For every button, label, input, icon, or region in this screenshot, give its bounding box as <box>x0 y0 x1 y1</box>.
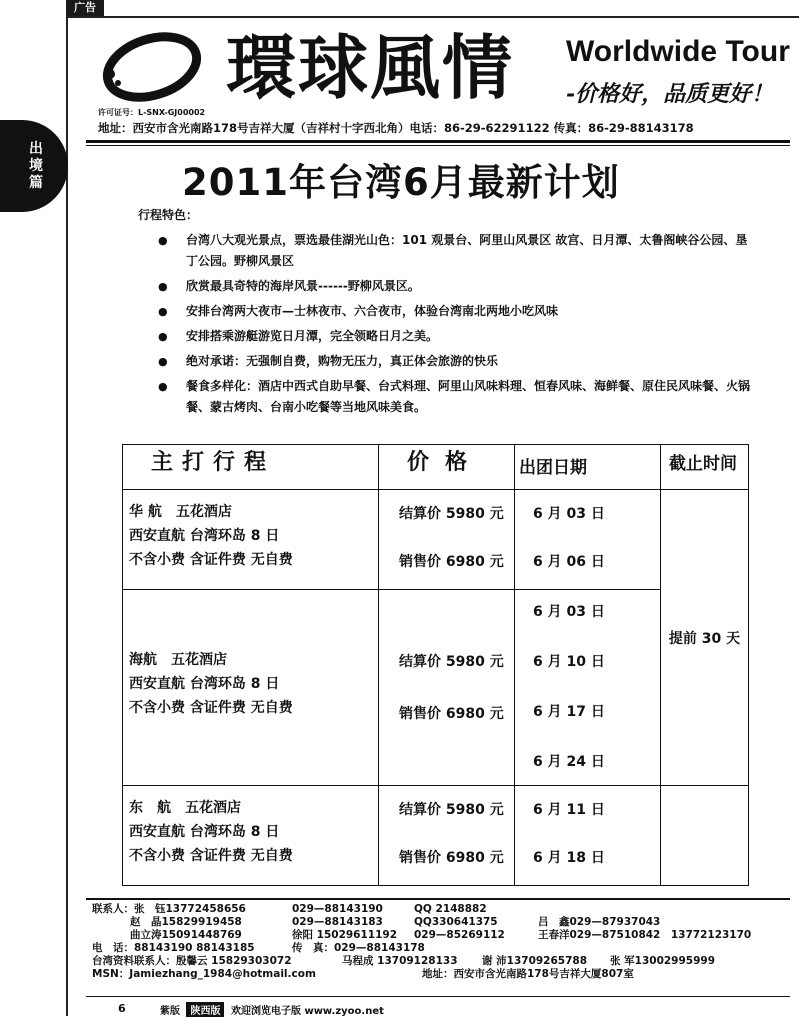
route-line: 不含小费 含证件费 无自费 <box>129 848 293 864</box>
itinerary-table <box>122 444 749 886</box>
msn-contact: MSN：Jamiezhang_1984@hotmail.com <box>92 968 316 980</box>
price-cell <box>379 590 515 786</box>
section-tab <box>0 120 68 212</box>
contact-entry: 谢 沛13709265788 <box>482 955 588 967</box>
date-cell <box>515 786 661 886</box>
header-divider <box>86 140 790 143</box>
contact-entry: 马程成 13709128133 <box>342 955 458 967</box>
settle-price: 结算价 5980 元 <box>399 802 504 818</box>
feature-item: ● 绝对承诺：无强制自费，购物无压力，真正体会旅游的快乐 <box>158 351 758 372</box>
brand-name-en: Worldwide Tour <box>566 35 790 68</box>
departure-date: 6 月 11 日 <box>533 802 605 818</box>
settle-price: 结算价 5980 元 <box>399 654 504 670</box>
section-tab-char: 出 <box>29 140 43 157</box>
route-cell <box>123 590 379 786</box>
sale-price: 销售价 6980 元 <box>399 706 504 722</box>
departure-date: 6 月 03 日 <box>533 506 605 522</box>
departure-date: 6 月 24 日 <box>533 754 605 770</box>
route-line: 西安直航 台湾环岛 8 日 <box>129 824 280 840</box>
section-tab-char: 篇 <box>29 174 43 191</box>
departure-date: 6 月 10 日 <box>533 654 605 670</box>
route-line: 不含小费 含证件费 无自费 <box>129 700 293 716</box>
contact-entry: QQ 2148882 <box>414 903 487 915</box>
page-title: 2011年台湾6月最新计划 <box>182 161 620 204</box>
section-tab-char: 境 <box>29 157 43 174</box>
departure-date: 6 月 03 日 <box>533 604 605 620</box>
contact-entry: 传 真：029—88143178 <box>292 942 425 954</box>
edition-website: 欢迎浏览电子版 www.zyoo.net <box>230 1006 384 1017</box>
price-cell <box>379 786 515 886</box>
departure-date: 6 月 17 日 <box>533 704 605 720</box>
table-row <box>123 786 749 886</box>
price-cell <box>379 490 515 590</box>
route-line: 东 航 五花酒店 <box>129 800 241 816</box>
feature-item: ● 餐食多样化：酒店中西式自助早餐、台式料理、阿里山风味料理、恒春风味、海鲜餐、原住民风味餐、火锅餐、蒙古烤肉、台南小吃餐等当地风味美食。 <box>158 376 758 418</box>
table-row <box>123 590 749 786</box>
edition-name: 紫版 <box>160 1006 180 1017</box>
edition-line <box>160 1002 384 1017</box>
contact-entry: QQ330641375 <box>414 916 498 928</box>
deadline-cell: 提前 30 天 <box>661 490 749 786</box>
route-line: 华 航 五花酒店 <box>129 504 232 520</box>
header-route: 主打行程 <box>123 445 379 490</box>
features-list <box>158 230 758 422</box>
contact-entry: 029—88143190 <box>292 903 383 915</box>
contact-entry: 张 军13002995999 <box>610 955 716 967</box>
table-header-row <box>123 445 749 490</box>
contact-entry: 台湾资料联系人：殷馨云 15829303072 <box>92 955 292 967</box>
route-line: 不含小费 含证件费 无自费 <box>129 552 293 568</box>
header-price: 价格 <box>379 445 515 490</box>
departure-date: 6 月 18 日 <box>533 850 605 866</box>
brand-name: 環球風情 <box>226 26 514 109</box>
contact-entry: 029—85269112 <box>414 929 505 941</box>
feature-item: ● 欣赏最具奇特的海岸风景------野柳风景区。 <box>158 276 758 297</box>
features-label: 行程特色： <box>138 208 199 222</box>
sale-price: 销售价 6980 元 <box>399 850 504 866</box>
contact-entry: 徐阳 15029611192 <box>292 929 398 941</box>
contact-entry: 吕 鑫029—87937043 <box>538 916 661 928</box>
contact-row <box>92 903 792 916</box>
route-line: 西安直航 台湾环岛 8 日 <box>129 676 280 692</box>
contact-entry: 曲立涛15091448769 <box>130 929 242 941</box>
footer-address: 地址：西安市含光南路178号吉祥大厦807室 <box>422 968 634 980</box>
date-cell <box>515 490 661 590</box>
brand-slogan: -价格好，品质更好！ <box>566 81 774 107</box>
header-divider-thin <box>86 145 790 146</box>
contact-entry: 联系人：张 钰13772458656 <box>92 903 246 915</box>
contact-row <box>92 955 792 968</box>
contact-row <box>92 968 792 981</box>
table-row <box>123 490 749 590</box>
globe-logo-icon <box>100 30 204 104</box>
footer-divider <box>86 898 790 900</box>
contact-block <box>92 903 792 981</box>
company-address: 地址：西安市含光南路178号吉祥大厦（吉祥村十字西北角）电话：86-29-62291122 传真：86-29-88143178 <box>98 121 694 135</box>
feature-item: ● 安排台湾两大夜市—士林夜市、六合夜市，体验台湾南北两地小吃风味 <box>158 301 758 322</box>
date-cell <box>515 590 661 786</box>
edition-badge: 陕西版 <box>186 1002 224 1017</box>
route-cell <box>123 786 379 886</box>
contact-entry: 王春洋029—87510842 13772123170 <box>538 929 752 941</box>
feature-item: ● 台湾八大观光景点，票选最佳湖光山色：101 观景台、阿里山风景区 故宫、日月潭、太鲁阁峡谷公园、垦丁公园。野柳风景区 <box>158 230 758 272</box>
contact-entry: 赵 晶15829919458 <box>130 916 242 928</box>
header-deadline: 截止时间 <box>661 445 749 490</box>
route-line: 西安直航 台湾环岛 8 日 <box>129 528 280 544</box>
route-line: 海航 五花酒店 <box>129 652 227 668</box>
contact-row <box>92 929 792 942</box>
departure-date: 6 月 06 日 <box>533 554 605 570</box>
page-number: 6 <box>118 1002 126 1015</box>
empty-cell <box>661 786 749 886</box>
sale-price: 销售价 6980 元 <box>399 554 504 570</box>
page-frame-top <box>66 16 799 18</box>
ad-label: 广告 <box>66 0 104 16</box>
contact-entry: 029—88143183 <box>292 916 383 928</box>
contact-row <box>92 942 792 955</box>
header-date: 出团日期 <box>515 445 661 490</box>
license-number: 许可证号：L-SNX-GJ00002 <box>98 108 206 117</box>
feature-item: ● 安排搭乘游艇游览日月潭，完全领略日月之美。 <box>158 326 758 347</box>
contact-row <box>92 916 792 929</box>
route-cell <box>123 490 379 590</box>
contact-entry: 电 话：88143190 88143185 <box>92 942 255 954</box>
settle-price: 结算价 5980 元 <box>399 506 504 522</box>
footer-divider-bottom <box>86 996 790 997</box>
